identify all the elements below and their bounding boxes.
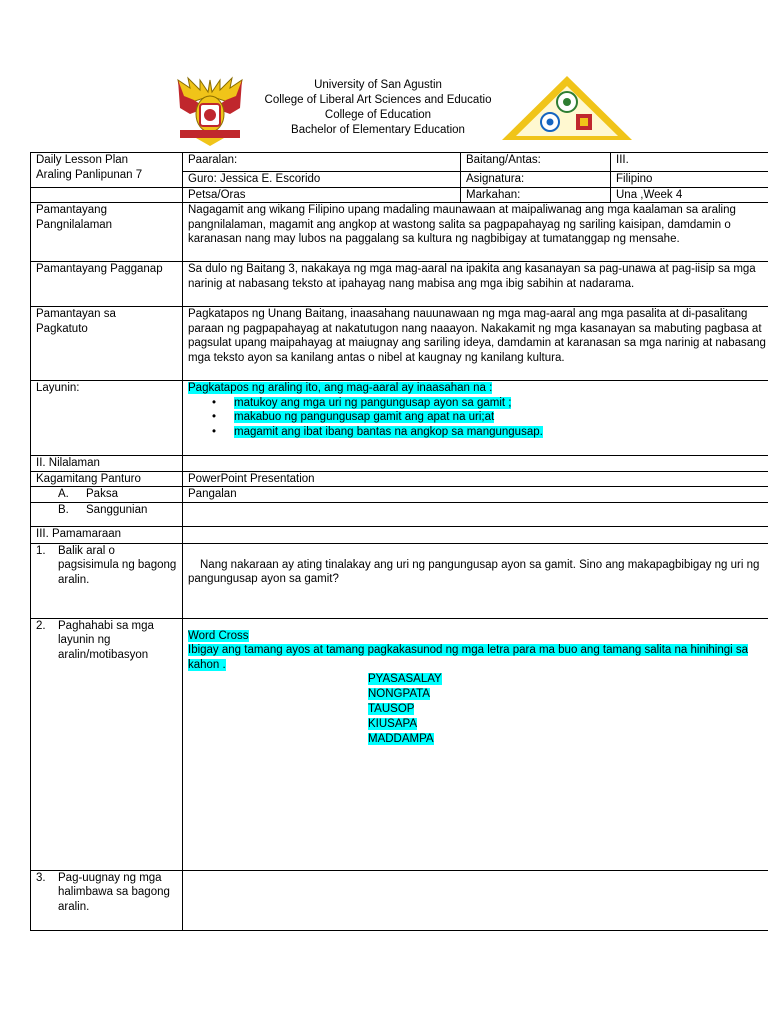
step1-number: 1. [36,544,46,557]
word-cross-item [368,702,768,717]
step1-content [183,543,768,618]
sanggunian-number: B. [58,503,69,516]
markahan-label: Markahan: [461,187,611,203]
paksa-label: Paksa [86,488,118,500]
nilalaman-label: II. Nilalaman [31,456,183,472]
nilalaman-value [183,456,768,472]
plan-title-line-2: Araling Panlipunan 7 [36,168,143,181]
step3-label-cell [31,870,183,930]
step3-content [183,870,768,930]
step1-label: Balik aral o pagsisimula ng bagong aralin. [58,544,177,586]
layunin-intro: Pagkatapos ng araling ito, ang mag-aaral ay inaasahan na : [188,382,493,394]
pagkatuto-label [31,307,183,381]
layunin-content [183,381,768,456]
step3-label: Pag-uugnay ng mga halimbawa sa bagong aralin. [58,871,170,913]
pangnilalaman-label-line-1: Pamantayang [36,204,107,216]
word-cross-item [368,732,768,747]
step1-label-cell [31,543,183,618]
step2-content [183,618,768,870]
objective-item [212,425,768,440]
pagganap-text: Sa dulo ng Baitang 3, nakakaya ng mga mag-aaral na ipakita ang kasanayan sa pag-unawa at pag-iisip sa mga narinig at nabasang teksto at ipahayag nang mabisa ang mga ibig sabihin at nadarama. [183,262,768,307]
word-cross-item [368,672,768,687]
step2-label-cell [31,618,183,870]
blank-cell [31,187,183,203]
college-ed-name: College of Education [324,109,432,121]
step1-text: Nang nakaraan ay ating tinalakay ang uri ng pangungusap ayon sa gamit. Sino ang makapagbibigay ng uri ng pangungusap ayon sa gamit? [188,558,760,585]
pagkatuto-label-line-1: Pamantayan sa [36,308,116,320]
petsa-label: Petsa/Oras [183,187,461,203]
word-cross-title: Word Cross [188,629,249,642]
college-seal-triangle-icon [500,74,634,142]
pamamaraan-value [183,526,768,543]
pangnilalaman-label-line-2: Pangnilalaman [36,218,113,231]
sanggunian-label: Sanggunian [86,503,148,516]
program-name: Bachelor of Elementary Education [291,124,465,136]
pagkatuto-label-line-2: Pagkatuto [36,322,88,335]
word-cross-item [368,717,768,732]
objective-item [212,396,768,411]
paksa-number: A. [58,488,69,500]
asignatura-value: Filipino [611,172,768,188]
pangnilalaman-label [31,203,183,262]
pamamaraan-label: III. Pamamaraan [31,526,183,543]
paaralan-label: Paaralan: [183,153,461,172]
university-name: University of San Agustin [314,79,442,91]
baitang-value: III. [611,153,768,172]
college-las-name: College of Liberal Art Sciences and Educatio [264,94,492,106]
step2-label: Paghahabi sa mga layunin ng aralin/motibasyon [58,619,154,661]
layunin-label: Layunin: [31,381,183,456]
sanggunian-label-cell [31,502,183,526]
word-cross-word: PYASASALAY [368,673,442,685]
objective-text: magamit ang ibat ibang bantas na angkop sa mangungusap. [234,425,543,438]
word-cross-word: NONGPATA [368,688,430,700]
step2-number: 2. [36,619,46,632]
objective-text: makabuo ng pangungusap gamit ang apat na uri;at [234,411,495,423]
university-seal-icon [170,74,250,146]
word-cross-instruction: Ibigay ang tamang ayos at tamang pagkakasunod ng mga letra para ma buo ang tamang salita na hinihingi sa kahon . [188,644,749,671]
document-header [0,70,768,150]
markahan-value: Una ,Week 4 [611,187,768,203]
word-cross-word: KIUSAPA [368,718,417,730]
kagamitan-label: Kagamitang Panturo [31,471,183,487]
word-cross-list [188,672,768,747]
pagkatuto-text: Pagkatapos ng Unang Baitang, inaasahang nauunawaan ng mga mag-aaral ang mga pasalita at di-pasalitang paraan ng pagpapahayag at nakatutugon nang naaayon. Nakakamit ng mga kasanayan sa mabuting pagbasa at pagsulat upang maipahayag at maiugnay ang sariling ideya, damdamin at karanasan sa mga narinig at nabasang mga teksto ayon sa kanilang antas o nibel at kaugnay ng kanilang kultura. [183,307,768,381]
paksa-label-cell [31,487,183,503]
word-cross-word: MADDAMPA [368,733,434,745]
kagamitan-value: PowerPoint Presentation [183,471,768,487]
asignatura-label: Asignatura: [461,172,611,188]
pangnilalaman-text: Nagagamit ang wikang Filipino upang madaling maunawaan at maipaliwanag ang mga kaalaman sa araling pangnilalaman, magamit ang angkop at wastong salita sa pagpapahayag ng sariling kaisipan, damdamin o karanasan nang may lubos na paggalang sa kultura ng nagbibigay at tumatanggap ng mensahe. [183,203,768,262]
pagganap-label: Pamantayang Pagganap [31,262,183,307]
step3-number: 3. [36,871,46,884]
objectives-list [188,396,768,440]
sanggunian-value [183,502,768,526]
baitang-label: Baitang/Antas: [461,153,611,172]
paksa-value: Pangalan [183,487,768,503]
guro-label: Guro: Jessica E. Escorido [183,172,461,188]
word-cross-item [368,687,768,702]
institution-block [250,78,506,138]
objective-text: matukoy ang mga uri ng pangungusap ayon sa gamit ; [234,396,512,409]
lesson-plan-table [30,152,768,931]
word-cross-word: TAUSOP [368,703,415,715]
objective-item [212,410,768,425]
plan-title-cell [31,153,183,188]
plan-title-line-1: Daily Lesson Plan [36,154,129,166]
